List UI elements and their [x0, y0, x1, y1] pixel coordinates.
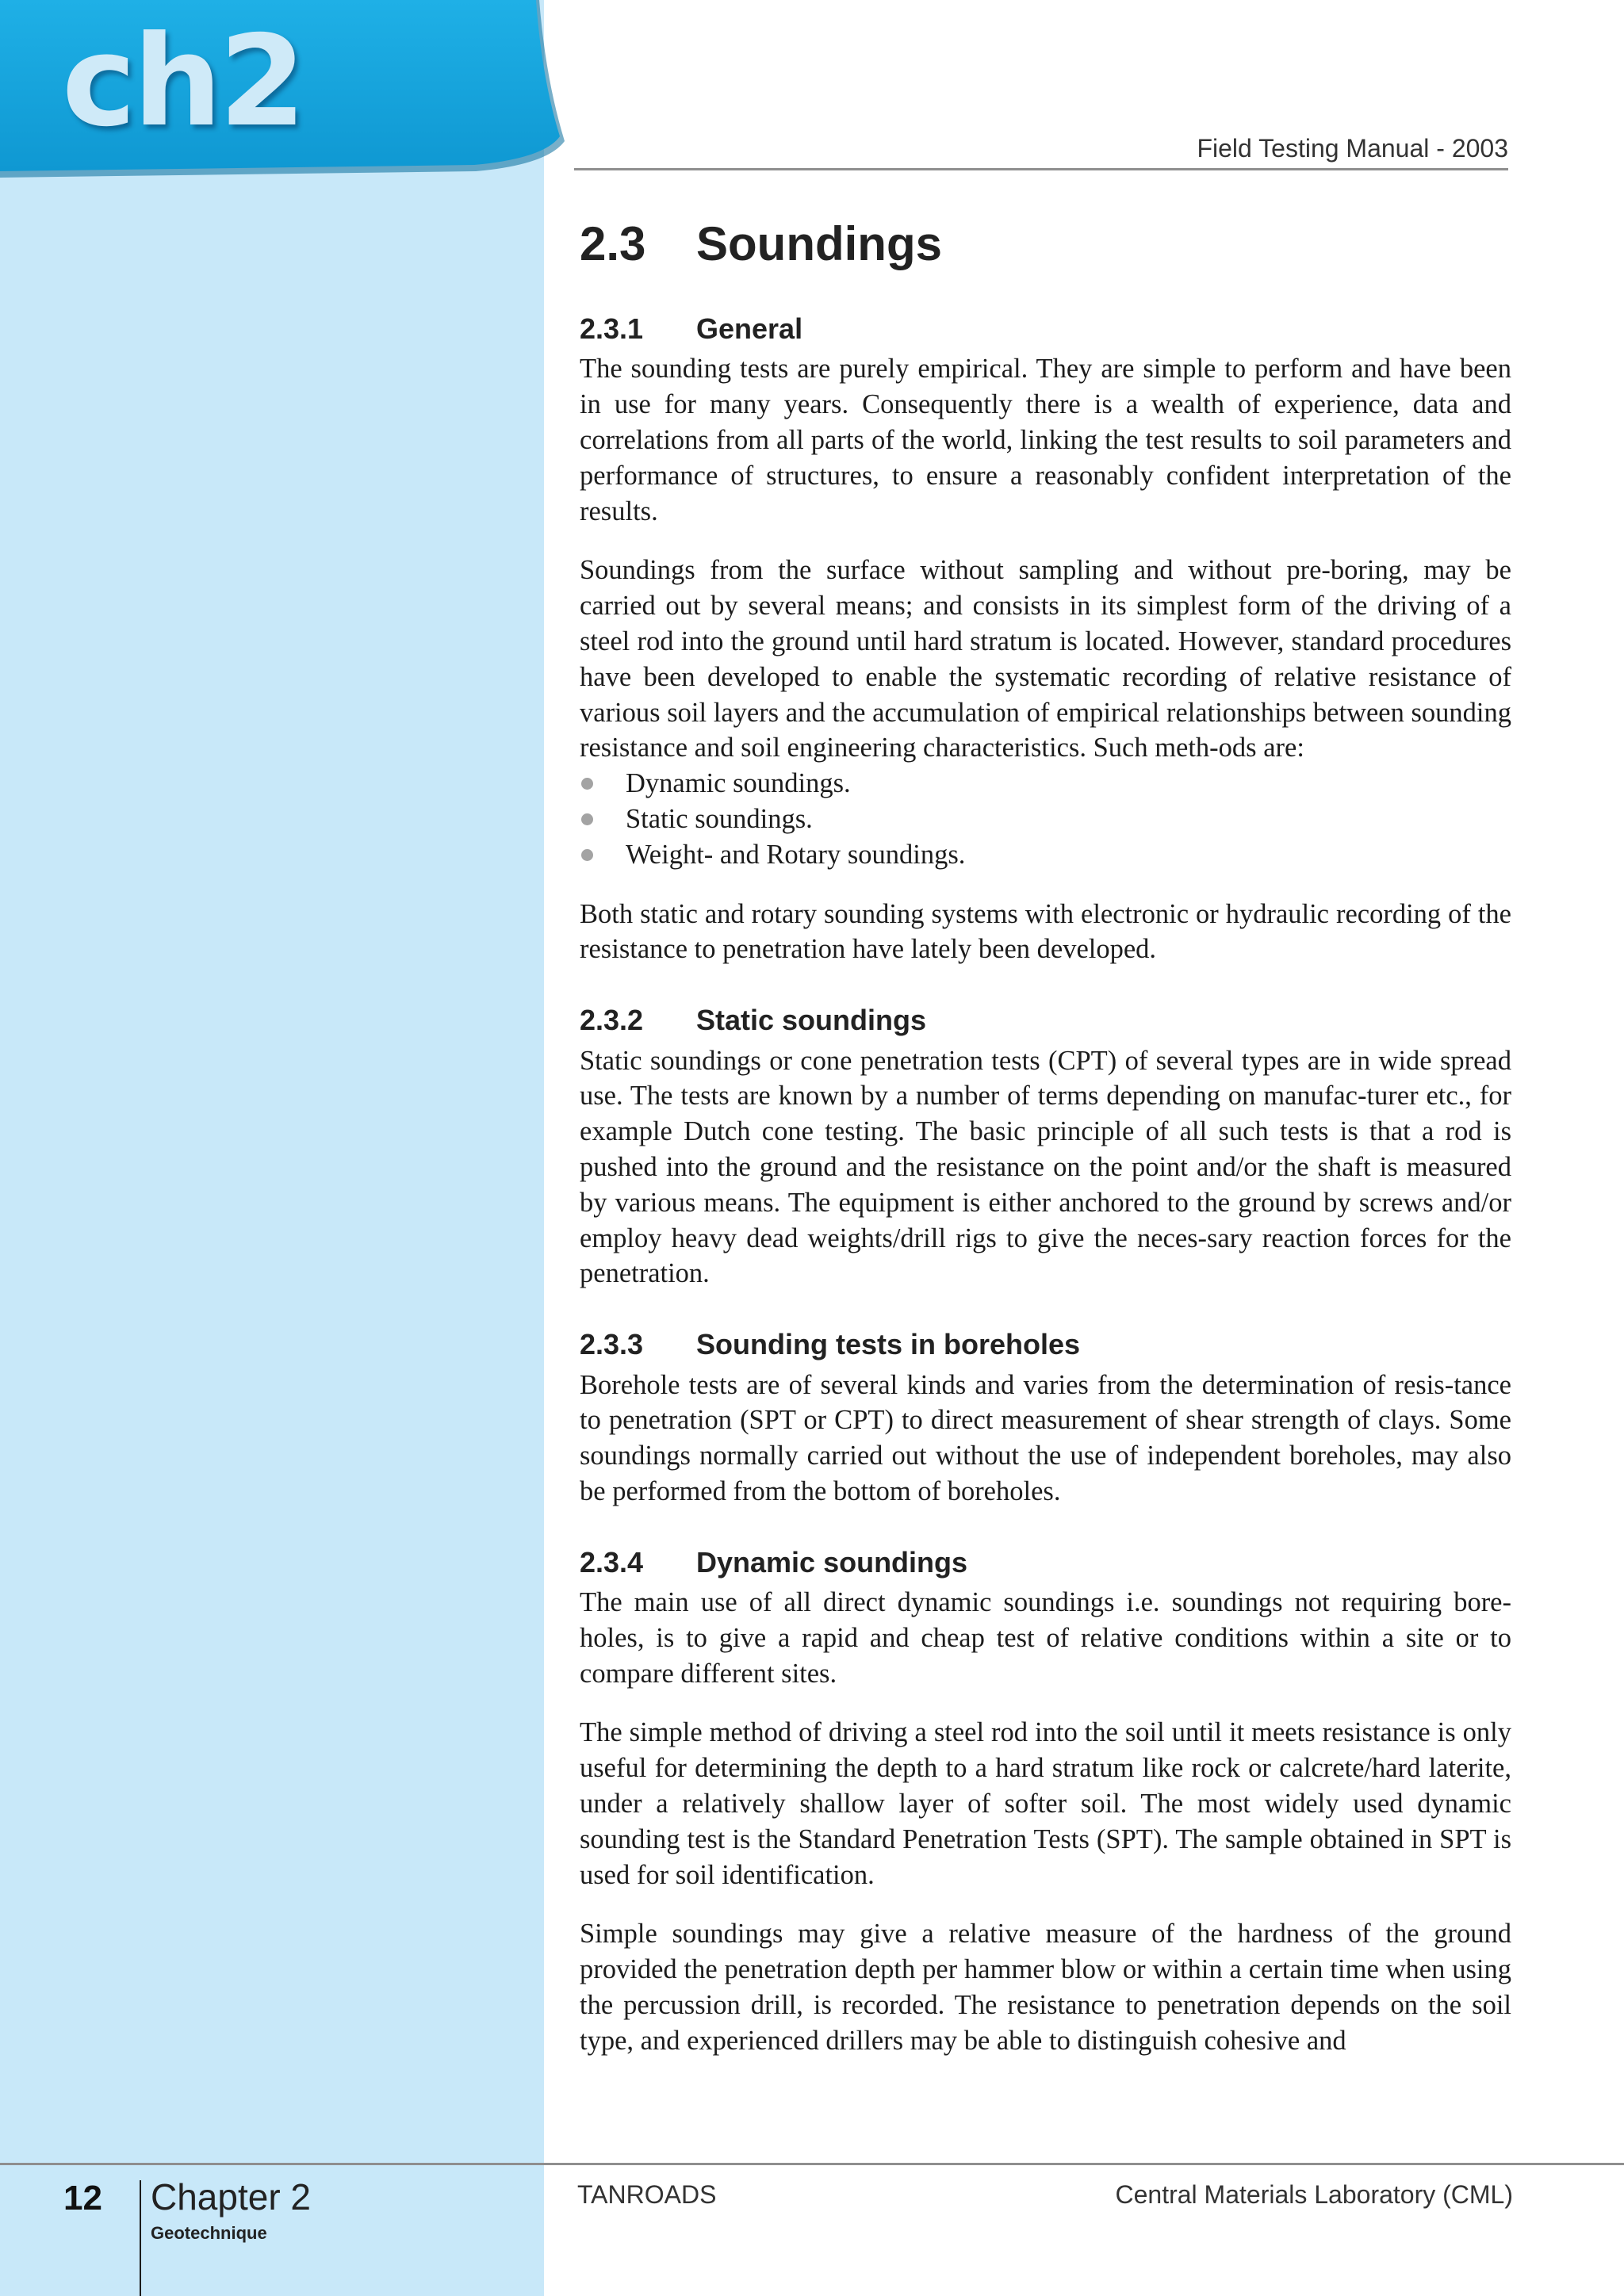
subsection-heading [580, 1546, 1511, 1578]
subsection-number: 2.3.4 [580, 1545, 644, 1578]
paragraph: Static soundings or cone penetration tests (CPT) of several types are in wide spread use. The tests are known by a number of terms depending on manufac-turer etc., for example Dutch cone testing. The basic principle of all such tests is that a rod is pushed into the ground and the resistance on the point and/or the shaft is measured by various means. The equipment is either anchored to the ground by screws and/or employ heavy dead weights/drill rigs to give the neces-sary reaction forces for the penetration. [580, 1045, 1511, 1289]
chapter-tab [0, 0, 568, 179]
header-rule [574, 168, 1508, 170]
subsection-title: General [696, 312, 803, 345]
chapter-tab-label: ch2 [62, 9, 304, 155]
paragraph: The simple method of driving a steel rod into the soil until it meets resistance is only useful for determining the depth to a hard stratum like rock or calcrete/hard laterite, under a relatively shallow layer of softer soil. The most widely used dynamic sounding test is the Standard Penetration Tests (SPT). The sample obtained in SPT is used for soil identification. [580, 1717, 1511, 1890]
footer-chapter-subtitle: Geotechnique [151, 2223, 267, 2243]
list-item [580, 837, 1511, 873]
list-item-text: Dynamic soundings. [626, 768, 851, 799]
subsection-number: 2.3.3 [580, 1328, 644, 1361]
subsection-number: 2.3.2 [580, 1004, 644, 1037]
subsection-title: Sounding tests in boreholes [696, 1328, 1081, 1361]
subsection-heading [580, 1328, 1511, 1360]
footer-divider [140, 2180, 141, 2296]
paragraph: The main use of all direct dynamic soundings i.e. soundings not requiring bore-holes, is to give a rapid and cheap test of relative conditions within a site or to compare different sites. [580, 1587, 1511, 1689]
sidebar-panel [0, 0, 544, 2296]
bullet-list [580, 766, 1511, 872]
list-item [580, 802, 1511, 837]
subsection-heading [580, 312, 1511, 345]
bullet-icon [581, 849, 593, 861]
footer-rule [0, 2163, 1624, 2165]
paragraph: Soundings from the surface without sampling and without pre-boring, may be carried out by several means; and consists in its simplest form of the driving of a steel rod into the ground until hard stratum is located. However, standard procedures have been developed to enable the systematic recording of relative resistance of various soil layers and the accumulation of empirical relationships between sounding resistance and soil engineering characteristics. Such meth-ods are: [580, 555, 1511, 763]
list-item-text: Weight- and Rotary soundings. [626, 839, 966, 870]
list-item [580, 766, 1511, 802]
footer-organization: TANROADS [577, 2180, 717, 2209]
section-number: 2.3 [580, 217, 646, 270]
paragraph: Both static and rotary sounding systems with electronic or hydraulic recording of the resistance to penetration have lately been developed. [580, 898, 1511, 965]
footer-chapter-name: Chapter 2 [151, 2176, 312, 2218]
subsection-sounding-tests-in-boreholes [580, 1328, 1511, 1510]
subsection-number: 2.3.1 [580, 312, 644, 345]
subsection-dynamic-soundings [580, 1546, 1511, 2059]
paragraph: Simple soundings may give a relative measure of the hardness of the ground provided the penetration depth per hammer blow or within a certain time when using the percussion drill, is recorded. The resistance to penetration depends on the soil type, and experienced drillers may be able to distinguish cohesive and [580, 1919, 1511, 2056]
main-content [580, 217, 1511, 2059]
subsection-title: Static soundings [696, 1004, 927, 1037]
bullet-icon [581, 778, 593, 790]
section-title: Soundings [696, 217, 942, 270]
list-item-text: Static soundings. [626, 803, 813, 834]
paragraph: The sounding tests are purely empirical. They are simple to perform and have been in use for many years. Consequently there is a wealth of experience, data and correlations from all parts of the world, linking the test results to soil parameters and performance of structures, to ensure a reasonably confident interpretation of the results. [580, 354, 1511, 526]
page-number: 12 [63, 2179, 102, 2218]
subsection-general [580, 312, 1511, 967]
subsection-static-soundings [580, 1004, 1511, 1292]
footer-laboratory: Central Materials Laboratory (CML) [1115, 2180, 1513, 2209]
section-heading [580, 217, 1511, 270]
paragraph: Borehole tests are of several kinds and varies from the determination of resis-tance to penetration (SPT or CPT) to direct measurement of shear strength of clays. Some soundings normally carried out without the use of independent boreholes, may also be performed from the bottom of boreholes. [580, 1369, 1511, 1506]
bullet-icon [581, 813, 593, 825]
running-header-title: Field Testing Manual - 2003 [1197, 134, 1508, 163]
subsection-heading [580, 1004, 1511, 1036]
subsection-title: Dynamic soundings [696, 1545, 968, 1578]
